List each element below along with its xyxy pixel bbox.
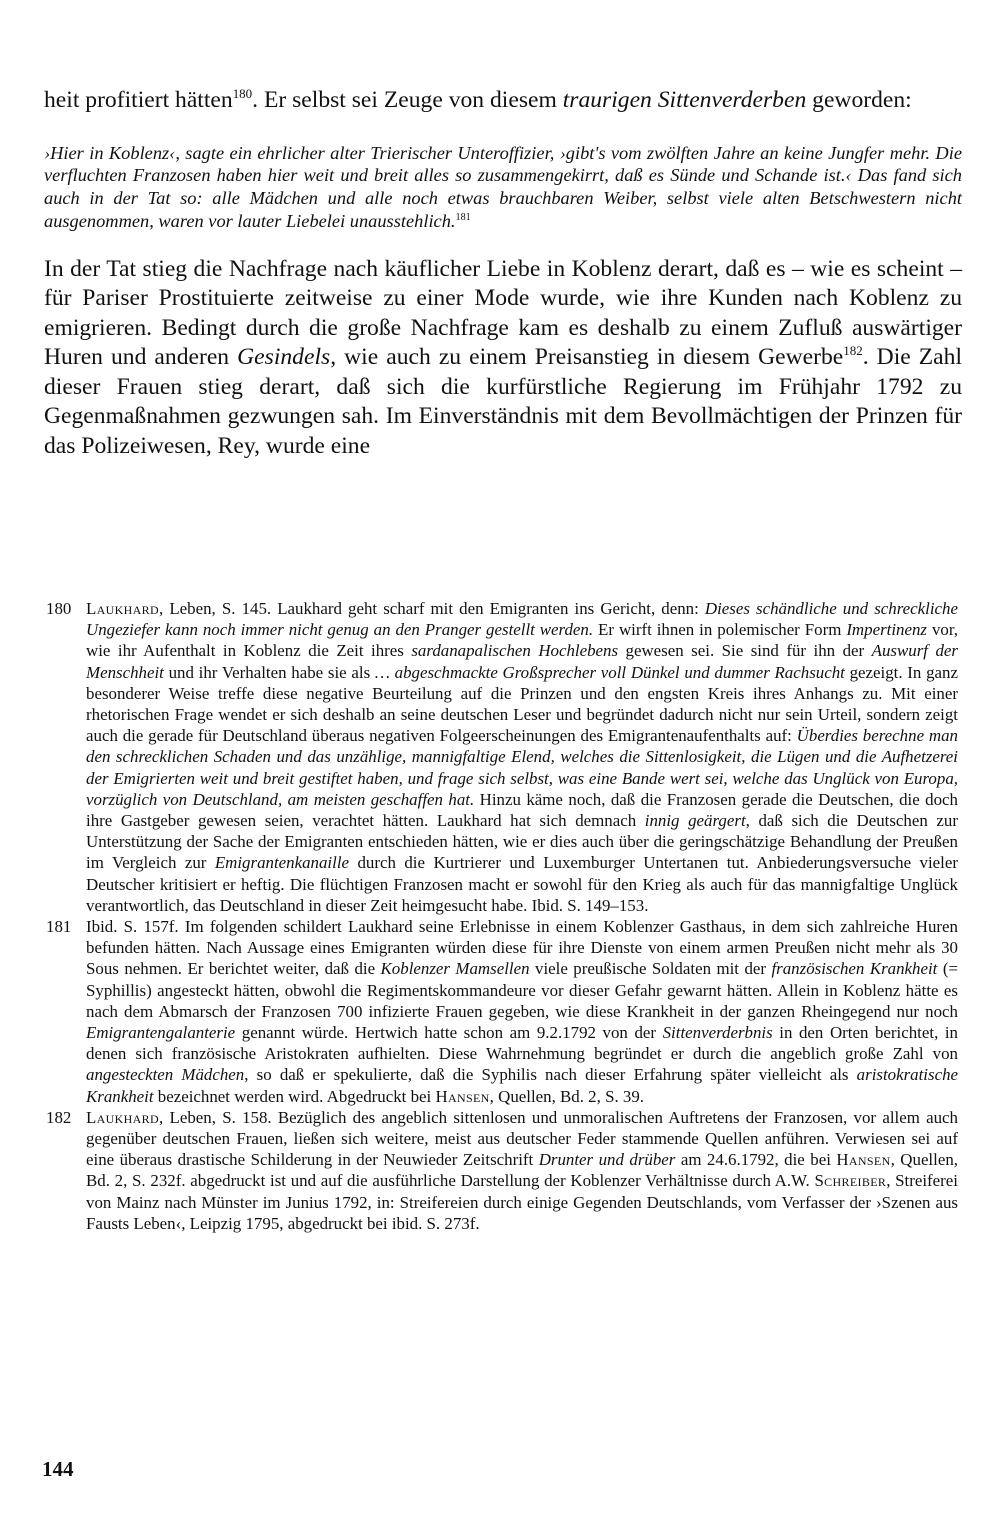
block-quote: [44, 142, 962, 233]
footnote-number: 181: [46, 917, 72, 937]
italic-run: angesteckten Mädchen: [86, 1065, 245, 1085]
footnote-number: 182: [46, 1107, 72, 1127]
text-run: In der Tat stieg die Nachfrage nach käuflicher Liebe in Koblenz derart, daß es – wie es scheint – für Pariser Prostituierte zeitweise zu einer Mode wurde, wie ihre Kunden nach Koblenz zu emigrieren. Bedingt durch die große Nachfrage kam es deshalb zu einem Zufluß auswärtiger Huren und anderen: [44, 255, 962, 371]
text-run: , so daß er spekulierte, daß die Syphilis nach dieser Erfahrung später vielleicht als: [244, 1065, 857, 1085]
text-run: , Leben, S. 158. Bezüglich des angeblich sittenlosen und unmoralischen Auftretens der Franzosen, vor allem auch gegenüber deutschen Frauen, ließen sich weitere, meist aus deutscher Feder stammende Quellen anführen. Verwiesen sei auf eine überaus drastische Schilderung in der Neuwieder Zeitschrift: [86, 1107, 958, 1170]
footnote-180: [46, 598, 958, 916]
body-paragraph: [44, 255, 962, 462]
text-run: Er wirft ihnen in polemischer Form: [593, 620, 847, 640]
text-run: , daß sich die Deutschen zur Unterstützung der Sache der Emigranten entschieden hätten, wie er dies auch über die geringschätzige Behandlung der Preußen im Vergleich zur: [86, 811, 958, 873]
text-run: am 24.6.1792, die bei: [675, 1150, 837, 1170]
italic-run: Auswurf der Menschheit: [86, 641, 958, 682]
italic-run: innig geärgert: [644, 811, 746, 831]
text-run: , Streiferei von Mainz nach Münster im Junius 1792, in: Streifereien durch einige Gegenden Deutschlands, vom Verfasser der ›Szenen aus Fausts Leben‹, Leipzig 1795, abgedruckt bei ibid. S. 273f.: [86, 1171, 958, 1233]
author-name: Schreiber: [814, 1171, 887, 1191]
footnote-181: [46, 916, 958, 1107]
author-name: Hansen: [836, 1150, 891, 1170]
text-run: genannt würde. Hertwich hatte schon am 9.2.1792 von der: [235, 1023, 663, 1043]
italic-run: Emigrantenkanaille: [214, 853, 350, 873]
text-run: (= Syphillis) angesteckt hätten, obwohl die Regimentskommandeure vor dieser Gefahr gewarnt hätten. Allein in Koblenz hätte es nach dem Abmarsch der Franzosen 700 infizierte Frauen gegeben, wie diese Krankheit in der ganzen Rheingegend nur noch: [86, 959, 958, 1021]
intro-paragraph: [44, 86, 962, 116]
footnote-number: 180: [46, 599, 72, 618]
footnote-text: [86, 598, 958, 916]
text-run: und ihr Verhalten habe sie als: [163, 662, 375, 682]
italic-run: Überdies berechne man den schrecklichen Schaden und das unzählige, mannigfaltige Elend, welches die Sittenlosigkeit, die Lügen und die Aufhetzerei der Emigrierten weit und breit gestiftet haben, und frage sich selbst, was eine Bande wert sei, welche das Unglück von Europa, vorzüglich von Deutschland, am meisten geschaffen hat.: [86, 726, 958, 809]
footnote-182: [46, 1107, 958, 1234]
text-run: viele preußische Soldaten mit der: [529, 959, 772, 979]
main-text: [44, 86, 962, 461]
footnote-text: [86, 1107, 958, 1234]
italic-run: Drunter und drüber: [538, 1150, 676, 1170]
footnote-ref-180[interactable]: 180: [232, 86, 253, 102]
text-run: gezeigt. In ganz besonderer Weise treffe diese negative Beurteilung auf die Prinzen und den engsten Kreis ihres Anhangs zu. Mit einer rhetorischen Frage wendet er sich deshalb an seine deutschen Leser und begründet dadurch nicht nur sein Urteil, sondern zeigt auch die gerade für Deutschland überaus negativen Folgeerscheinungen des Emigrantenaufenthalts auf:: [86, 662, 958, 746]
text-run: , Leben, S. 145. Laukhard geht scharf mit den Emigranten ins Gericht, denn:: [159, 599, 705, 618]
italic-run: Impertinenz: [846, 620, 927, 640]
text-run: . Er selbst sei Zeuge von diesem: [252, 87, 563, 113]
page-number: 144: [42, 1457, 74, 1481]
text-run: durch die Kurtrierer und Luxemburger Untertanen tut. Anbiederungsversuche vieler Deutscher kritisiert er heftig. Die flüchtigen Franzosen macht er sowohl für den Krieg als auch für das mannigfaltige Unglück verantwortlich, das Deutschland in dieser Zeit heimgesucht habe. Ibid. S. 149–153.: [86, 853, 958, 915]
italic-run: Emigrantengalanterie: [86, 1023, 236, 1043]
text-run: . Die Zahl dieser Frauen stieg derart, daß sich die kurfürstliche Regierung im Frühjahr 1792 zu Gegenmaßnahmen gezwungen sah. Im Einverständnis mit dem Bevollmächtigen der Prinzen für das Polizeiwesen, Rey, wurde eine: [44, 344, 963, 459]
author-name: Laukhard: [86, 1107, 160, 1127]
text-run: in den Orten berichtet, in denen sich französische Aristokraten aufhielten. Diese Wahrnehmung begründet er durch die angeblich große Zahl von: [86, 1023, 959, 1064]
italic-run: traurigen Sittenverderben: [562, 87, 807, 113]
footnote-text: [86, 916, 958, 1107]
text-run: Hinzu käme noch, daß die Franzosen gerade die Deutschen, die doch ihre Gastgeber gewesen seien, verachtet hätten. Laukhard hat sich demnach: [86, 789, 958, 831]
text-run: , Quellen, Bd. 2, S. 232f. abgedruckt ist und auf die ausführliche Darstellung der Koblenzer Verhältnisse durch A.W.: [86, 1150, 958, 1191]
italic-run: Sittenverderbnis: [662, 1023, 773, 1043]
italic-run: aristokratische Krankheit: [86, 1065, 959, 1106]
footnote-ref-181[interactable]: 181: [455, 211, 471, 223]
text-run: , wie auch zu einem Preisanstieg in diesem Gewerbe: [330, 344, 844, 371]
text-run: gewesen sei. Sie sind für ihn der: [618, 641, 872, 661]
italic-run: französischen Krankheit: [771, 959, 938, 979]
text-run: vor, wie ihr Aufenthalt in Koblenz die Zeit ihres: [86, 620, 959, 661]
footnote-ref-182[interactable]: 182: [843, 343, 863, 359]
italic-run: Dieses schändliche und schreckliche Ungeziefer kann noch immer nicht genug an den Pranger gestellt werden.: [86, 599, 958, 640]
italic-run: sardanapalischen Hochlebens: [411, 641, 619, 661]
author-name: Hansen: [435, 1086, 490, 1106]
italic-run: Gesindels: [237, 344, 331, 371]
text-run: geworden:: [806, 87, 912, 113]
quote-text: ›Hier in Koblenz‹, sagte ein ehrlicher alter Trierischer Unteroffizier, ›gibt's vom zwölften Jahre an keine Jungfer mehr. Die verfluchten Franzosen haben hier weit und breit alles so zusammengekirrt, daß es Sünde und Schande ist.‹ Das fand sich auch in der Tat so: alle Mädchen und alle noch etwas brauchbaren Weiber, selbst viele alten Betschwestern nicht ausgenommen, waren vor lauter Liebelei unausstehlich.: [44, 142, 962, 231]
text-run: heit profitiert hätten: [44, 87, 233, 113]
author-name: Laukhard: [86, 599, 160, 618]
text-run: bezeichnet werden wird. Abgedruckt bei: [153, 1086, 436, 1106]
footnotes: [46, 598, 958, 1234]
text-run: Ibid. S. 157f. Im folgenden schildert Laukhard seine Erlebnisse in einem Koblenzer Gasthaus, in dem sich zahlreiche Huren befunden hätten. Nach Aussage eines Emigranten würden diese für ihre Dienste von einem armen Preußen nicht mehr als 30 Sous nehmen. Er berichtet weiter, daß die: [86, 917, 958, 979]
italic-run: Koblenzer Mamsellen: [380, 959, 530, 979]
text-run: , Quellen, Bd. 2, S. 39.: [489, 1086, 645, 1106]
italic-run: … abgeschmackte Großsprecher voll Dünkel und dummer Rachsucht: [374, 662, 845, 682]
